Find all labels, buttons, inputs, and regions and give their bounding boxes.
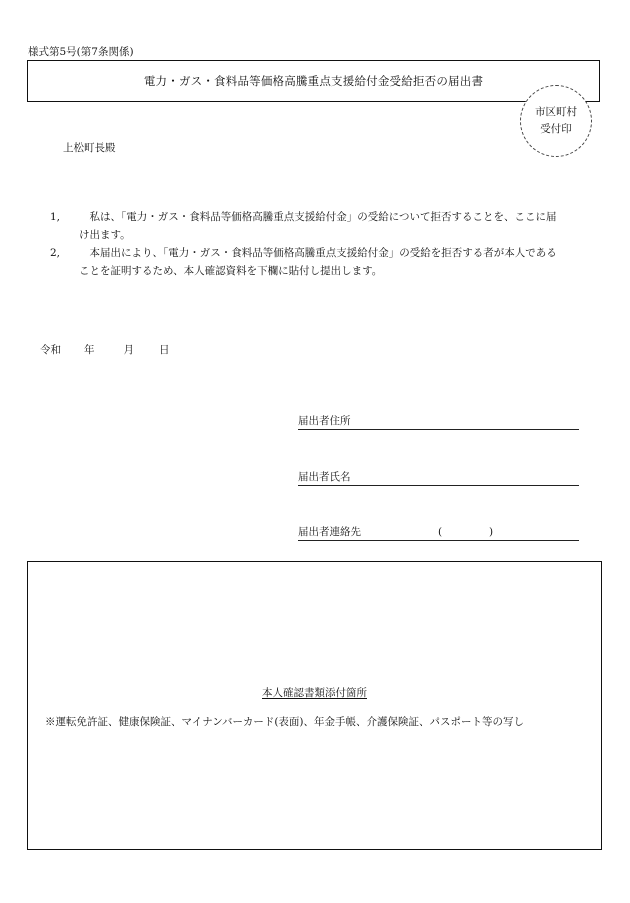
address-field[interactable] [298, 413, 579, 430]
document-title: 電力・ガス・食料品等価格高騰重点支援給付金受給拒否の届出書 [143, 74, 484, 88]
address-label: 届出者住所 [298, 415, 351, 427]
contact-field[interactable] [298, 524, 579, 541]
contact-label: 届出者連絡先 [298, 526, 361, 538]
date-era: 令和 [40, 344, 61, 356]
statement-item [50, 208, 605, 244]
attachment-box [27, 561, 602, 850]
statement-line: 私は、「電力・ガス・食料品等価格高騰重点支援給付金」の受給について拒否することを、ここに届 [89, 211, 557, 223]
attachment-note: ※運転免許証、健康保険証、マイナンバーカード(表面)、年金手帳、介護保険証、パスポート等の写し [45, 716, 525, 728]
statement-number: 1, [50, 211, 61, 223]
stamp-line-1: 市区町村 [535, 106, 577, 118]
form-number: 様式第5号(第7条関係) [28, 46, 134, 58]
statement-item [50, 244, 605, 280]
title-box [27, 60, 600, 102]
stamp-line-2: 受付印 [540, 123, 572, 135]
recipient: 上松町長殿 [63, 142, 116, 154]
date-year-unit: 年 [84, 344, 95, 356]
statement-number: 2, [50, 247, 61, 259]
contact-paren-open: ( [438, 526, 443, 538]
attachment-title [28, 685, 601, 700]
attachment-title-text: 本人確認書類添付箇所 [262, 687, 367, 699]
reception-stamp-circle [520, 85, 592, 157]
date-month-unit: 月 [123, 344, 134, 356]
name-label: 届出者氏名 [298, 471, 351, 483]
statement-line: 本届出により、「電力・ガス・食料品等価格高騰重点支援給付金」の受給を拒否する者が本人である [89, 247, 557, 259]
contact-paren-close: ) [489, 526, 494, 538]
name-field[interactable] [298, 469, 579, 486]
statement-line: け出ます。 [79, 229, 131, 241]
date-day-unit: 日 [159, 344, 170, 356]
date-line [40, 342, 170, 357]
statement-line: ことを証明するため、本人確認資料を下欄に貼付し提出します。 [79, 265, 383, 277]
statements [50, 208, 605, 280]
